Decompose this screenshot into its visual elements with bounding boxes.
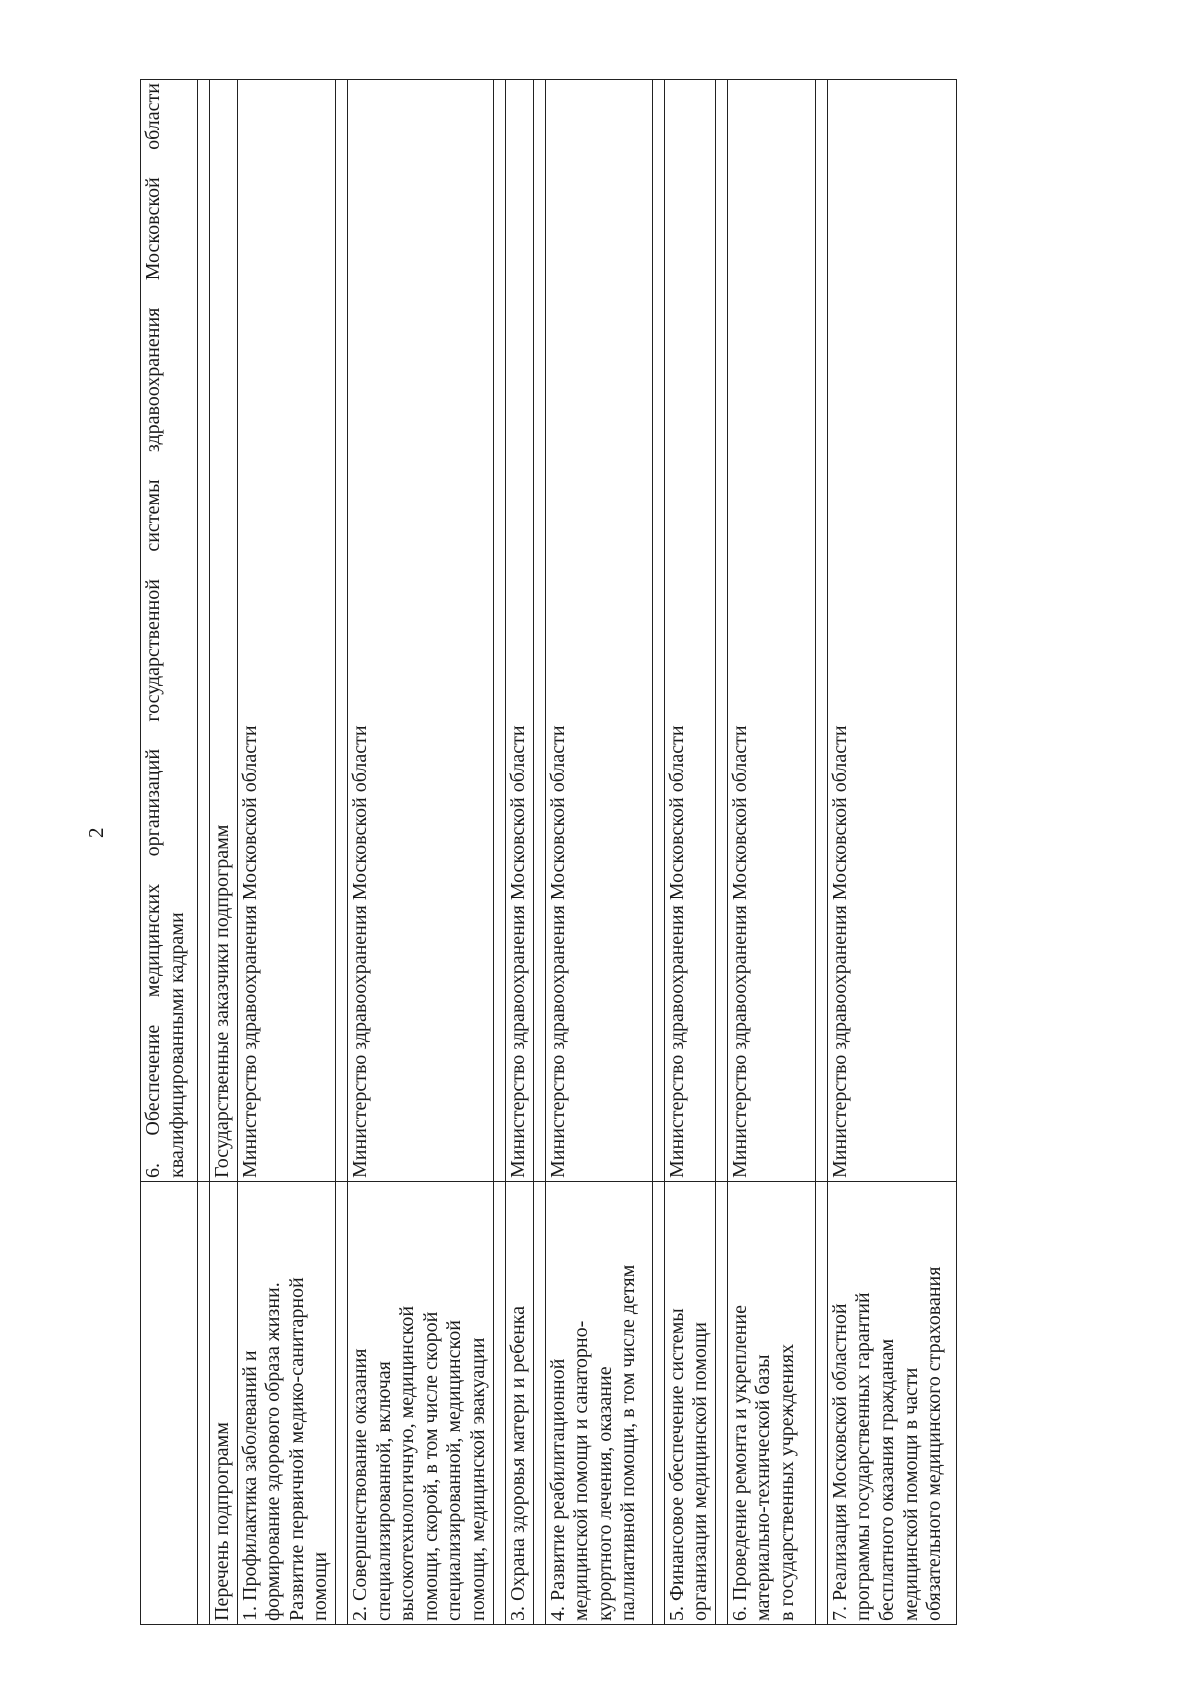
subprogram-name bbox=[347, 1182, 493, 1625]
spacer-cell bbox=[335, 1182, 347, 1625]
subprogram-line: программы государственных гарантий bbox=[852, 1292, 875, 1621]
spacer-cell bbox=[533, 1182, 545, 1625]
subprogram-name bbox=[827, 1182, 956, 1625]
subprogram-line: 1. Профилактика заболеваний и bbox=[238, 1350, 261, 1621]
subprogram-line: курортного лечения, оказание bbox=[593, 1366, 616, 1621]
table-row bbox=[827, 80, 956, 1625]
subprogram-line: специализированной, включая bbox=[372, 1361, 395, 1621]
table-row bbox=[545, 80, 652, 1625]
subprogram-line: 7. Реализация Московской областной bbox=[828, 1303, 851, 1621]
table-row-goal bbox=[141, 80, 198, 1625]
table-row bbox=[505, 80, 533, 1625]
subprogram-line: 4. Развитие реабилитационной bbox=[546, 1358, 569, 1621]
empty-cell bbox=[141, 1182, 198, 1625]
spacer-cell bbox=[533, 80, 545, 1182]
subprogram-line: помощи, скорой, в том числе скорой bbox=[419, 1311, 442, 1621]
table-row-header bbox=[210, 80, 238, 1625]
subprogram-line: специализированной, медицинской bbox=[443, 1320, 466, 1621]
subprogram-line: в государственных учреждениях bbox=[775, 1343, 798, 1621]
spacer-cell bbox=[815, 80, 827, 1182]
subprogram-line: 5. Финансовое обеспечение системы bbox=[665, 1308, 688, 1621]
table-row bbox=[664, 80, 715, 1625]
goal-cell: 6. Обеспечение медицинских организаций государственной системы здравоохранения Московской области квалифицированными кадрами bbox=[141, 80, 198, 1182]
subprogram-name bbox=[664, 1182, 715, 1625]
subprograms-header: Перечень подпрограмм bbox=[210, 1182, 238, 1625]
subprogram-line: 6. Проведение ремонта и укрепление bbox=[728, 1305, 751, 1621]
subprogram-name bbox=[505, 1182, 533, 1625]
spacer-cell bbox=[652, 1182, 664, 1625]
subprogram-line: высокотехнологичную, медицинской bbox=[396, 1305, 419, 1621]
subprogram-line: паллиативной помощи, в том числе детям bbox=[617, 1264, 640, 1621]
customer-name: Министерство здравоохранения Московской области bbox=[664, 80, 715, 1182]
spacer-cell bbox=[198, 80, 210, 1182]
spacer-cell bbox=[652, 80, 664, 1182]
subprogram-line: 3. Охрана здоровья матери и ребенка bbox=[506, 1306, 529, 1621]
spacer-cell bbox=[493, 80, 505, 1182]
rotated-table-container bbox=[140, 80, 1040, 1625]
table-row bbox=[347, 80, 493, 1625]
customer-name: Министерство здравоохранения Московской области bbox=[237, 80, 335, 1182]
subprogram-line: организации медицинской помощи bbox=[689, 1322, 712, 1621]
subprogram-line: медицинской помощи в части bbox=[899, 1367, 922, 1621]
subprogram-line: медицинской помощи и санаторно- bbox=[570, 1320, 593, 1621]
customer-name: Министерство здравоохранения Московской области bbox=[505, 80, 533, 1182]
subprogram-name bbox=[545, 1182, 652, 1625]
subprogram-line: бесплатного оказания гражданам bbox=[875, 1338, 898, 1621]
page-number: 2 bbox=[84, 827, 108, 838]
spacer-cell bbox=[198, 1182, 210, 1625]
customer-name: Министерство здравоохранения Московской области bbox=[545, 80, 652, 1182]
spacer-cell bbox=[715, 80, 727, 1182]
customer-name: Министерство здравоохранения Московской области bbox=[727, 80, 815, 1182]
subprogram-name bbox=[237, 1182, 335, 1625]
subprogram-line: обязательного медицинского страхования bbox=[923, 1266, 946, 1621]
table-row bbox=[727, 80, 815, 1625]
subprogram-name bbox=[727, 1182, 815, 1625]
customer-name: Министерство здравоохранения Московской области bbox=[827, 80, 956, 1182]
subprogram-line: помощи, медицинской эвакуации bbox=[466, 1337, 489, 1621]
subprogram-line: формирование здорового образа жизни. bbox=[262, 1282, 285, 1621]
subprograms-table bbox=[140, 79, 957, 1625]
customer-name: Министерство здравоохранения Московской области bbox=[347, 80, 493, 1182]
customers-header: Государственные заказчики подпрограмм bbox=[210, 80, 238, 1182]
subprogram-line: материально-технической базы bbox=[752, 1354, 775, 1621]
table-row bbox=[237, 80, 335, 1625]
subprogram-line: Развитие первичной медико-санитарной bbox=[285, 1277, 308, 1621]
spacer-cell bbox=[715, 1182, 727, 1625]
subprogram-line: помощи bbox=[309, 1551, 332, 1621]
spacer-cell bbox=[335, 80, 347, 1182]
subprogram-line: 2. Совершенствование оказания bbox=[348, 1348, 371, 1621]
spacer-cell bbox=[815, 1182, 827, 1625]
spacer-cell bbox=[493, 1182, 505, 1625]
